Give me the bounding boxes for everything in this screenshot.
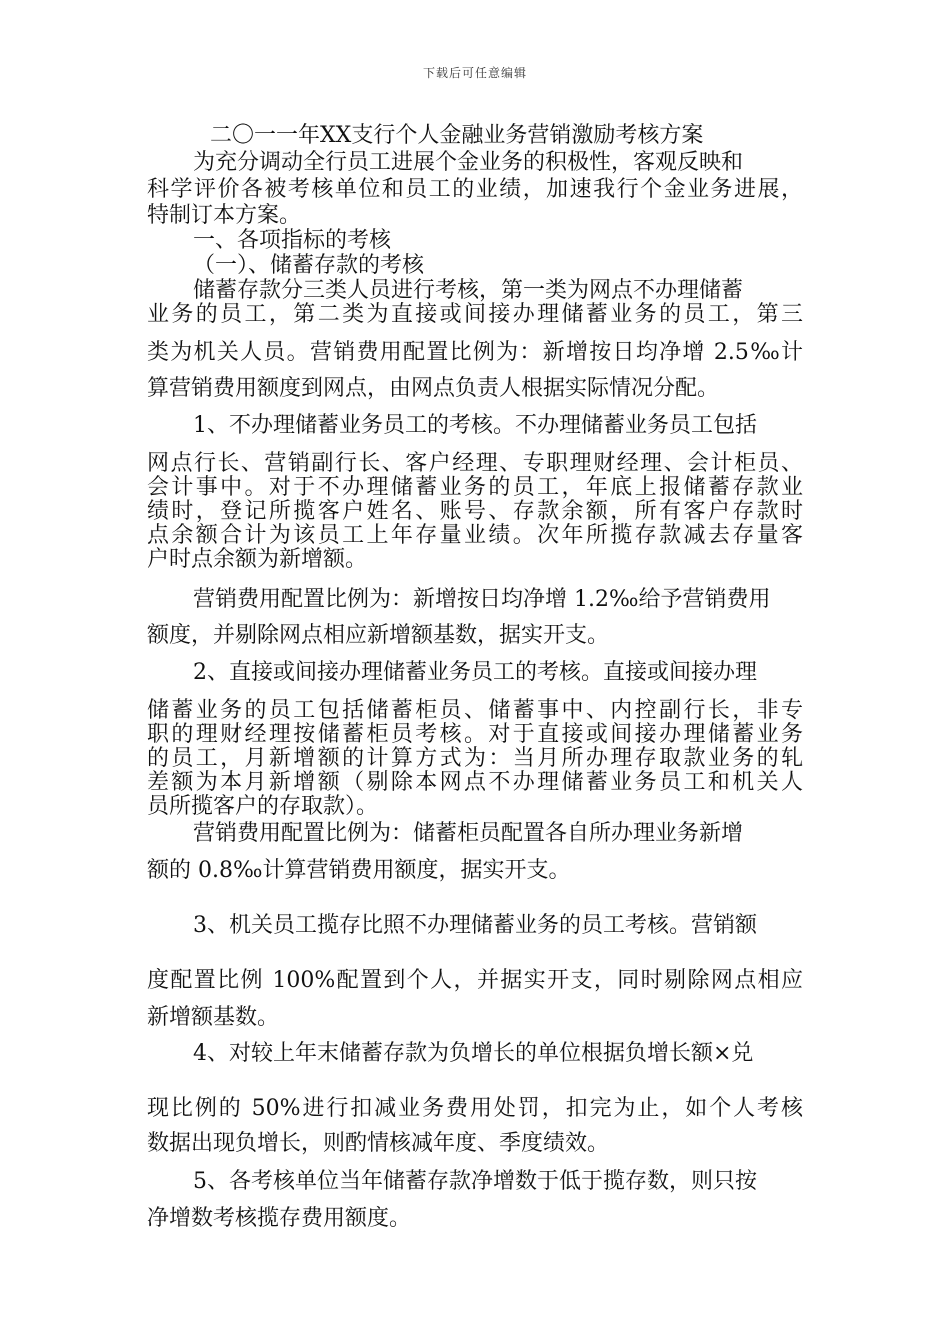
paragraph-line: 绩时，登记所揽客户姓名、账号、存款余额，所有客户存款时 xyxy=(147,499,803,524)
paragraph-line: 1、不办理储蓄业务员工的考核。不办理储蓄业务员工包括 xyxy=(193,413,757,438)
paragraph-line: 业务的员工，第二类为直接或间接办理储蓄业务的员工，第三 xyxy=(147,302,803,327)
paragraph-line: 户时点余额为新增额。 xyxy=(147,547,368,572)
section-heading: 一、各项指标的考核 xyxy=(193,228,392,253)
paragraph-line: 点余额合计为该员工上年存量业绩。次年所揽存款减去存量客 xyxy=(147,523,803,548)
paragraph-line: 营销费用配置比例为：新增按日均净增 1.2‰给予营销费用 xyxy=(193,587,771,612)
paragraph-line: 职的理财经理按储蓄柜员考核。对于直接或间接办理储蓄业务 xyxy=(147,722,803,747)
paragraph-line: 新增额基数。 xyxy=(147,1005,280,1030)
paragraph-line: 差额为本月新增额（剔除本网点不办理储蓄业务员工和机关人 xyxy=(147,770,803,795)
paragraph-line: 额的 0.8‰计算营销费用额度，据实开支。 xyxy=(147,858,571,883)
paragraph-line: 储蓄业务的员工包括储蓄柜员、储蓄事中、内控副行长，非专 xyxy=(147,698,803,723)
paragraph-line: 度配置比例 100%配置到个人，并据实开支，同时剔除网点相应 xyxy=(147,968,803,993)
page-header-note: 下载后可任意编辑 xyxy=(422,66,527,80)
paragraph-line: 网点行长、营销副行长、客户经理、专职理财经理、会计柜员、 xyxy=(147,451,803,476)
paragraph-line: 数据出现负增长，则酌情核减年度、季度绩效。 xyxy=(147,1131,610,1156)
paragraph-line: 4、对较上年末储蓄存款为负增长的单位根据负增长额×兑 xyxy=(193,1041,754,1066)
subsection-heading: （一）、储蓄存款的考核 xyxy=(193,253,425,278)
paragraph-line: 科学评价各被考核单位和员工的业绩，加速我行个金业务进展， xyxy=(147,177,803,202)
paragraph-line: 储蓄存款分三类人员进行考核，第一类为网点不办理储蓄 xyxy=(193,278,744,303)
paragraph-line: 2、直接或间接办理储蓄业务员工的考核。直接或间接办理 xyxy=(193,660,757,685)
paragraph-line: 会计事中。对于不办理储蓄业务的员工，年底上报储蓄存款业 xyxy=(147,475,803,500)
paragraph-line: 现比例的 50%进行扣减业务费用处罚，扣完为止，如个人考核 xyxy=(147,1096,803,1121)
paragraph-line: 的员工，月新增额的计算方式为：当月所办理存取款业务的轧 xyxy=(147,746,803,771)
paragraph-line: 类为机关人员。营销费用配置比例为：新增按日均净增 2.5‰计 xyxy=(147,340,803,365)
document-title: 二〇一一年XX支行个人金融业务营销激励考核方案 xyxy=(210,123,704,148)
paragraph-line: 为充分调动全行员工进展个金业务的积极性，客观反映和 xyxy=(193,150,744,175)
paragraph-line: 算营销费用额度到网点，由网点负责人根据实际情况分配。 xyxy=(147,376,720,401)
paragraph-line: 营销费用配置比例为：储蓄柜员配置各自所办理业务新增 xyxy=(193,821,744,846)
paragraph-line: 员所揽客户的存取款）。 xyxy=(147,794,379,819)
paragraph-line: 特制订本方案。 xyxy=(147,203,302,228)
paragraph-line: 净增数考核揽存费用额度。 xyxy=(147,1206,412,1231)
paragraph-line: 3、机关员工揽存比照不办理储蓄业务的员工考核。营销额 xyxy=(193,913,757,938)
paragraph-line: 5、各考核单位当年储蓄存款净增数于低于揽存数，则只按 xyxy=(193,1169,757,1194)
paragraph-line: 额度，并剔除网点相应新增额基数，据实开支。 xyxy=(147,623,610,648)
